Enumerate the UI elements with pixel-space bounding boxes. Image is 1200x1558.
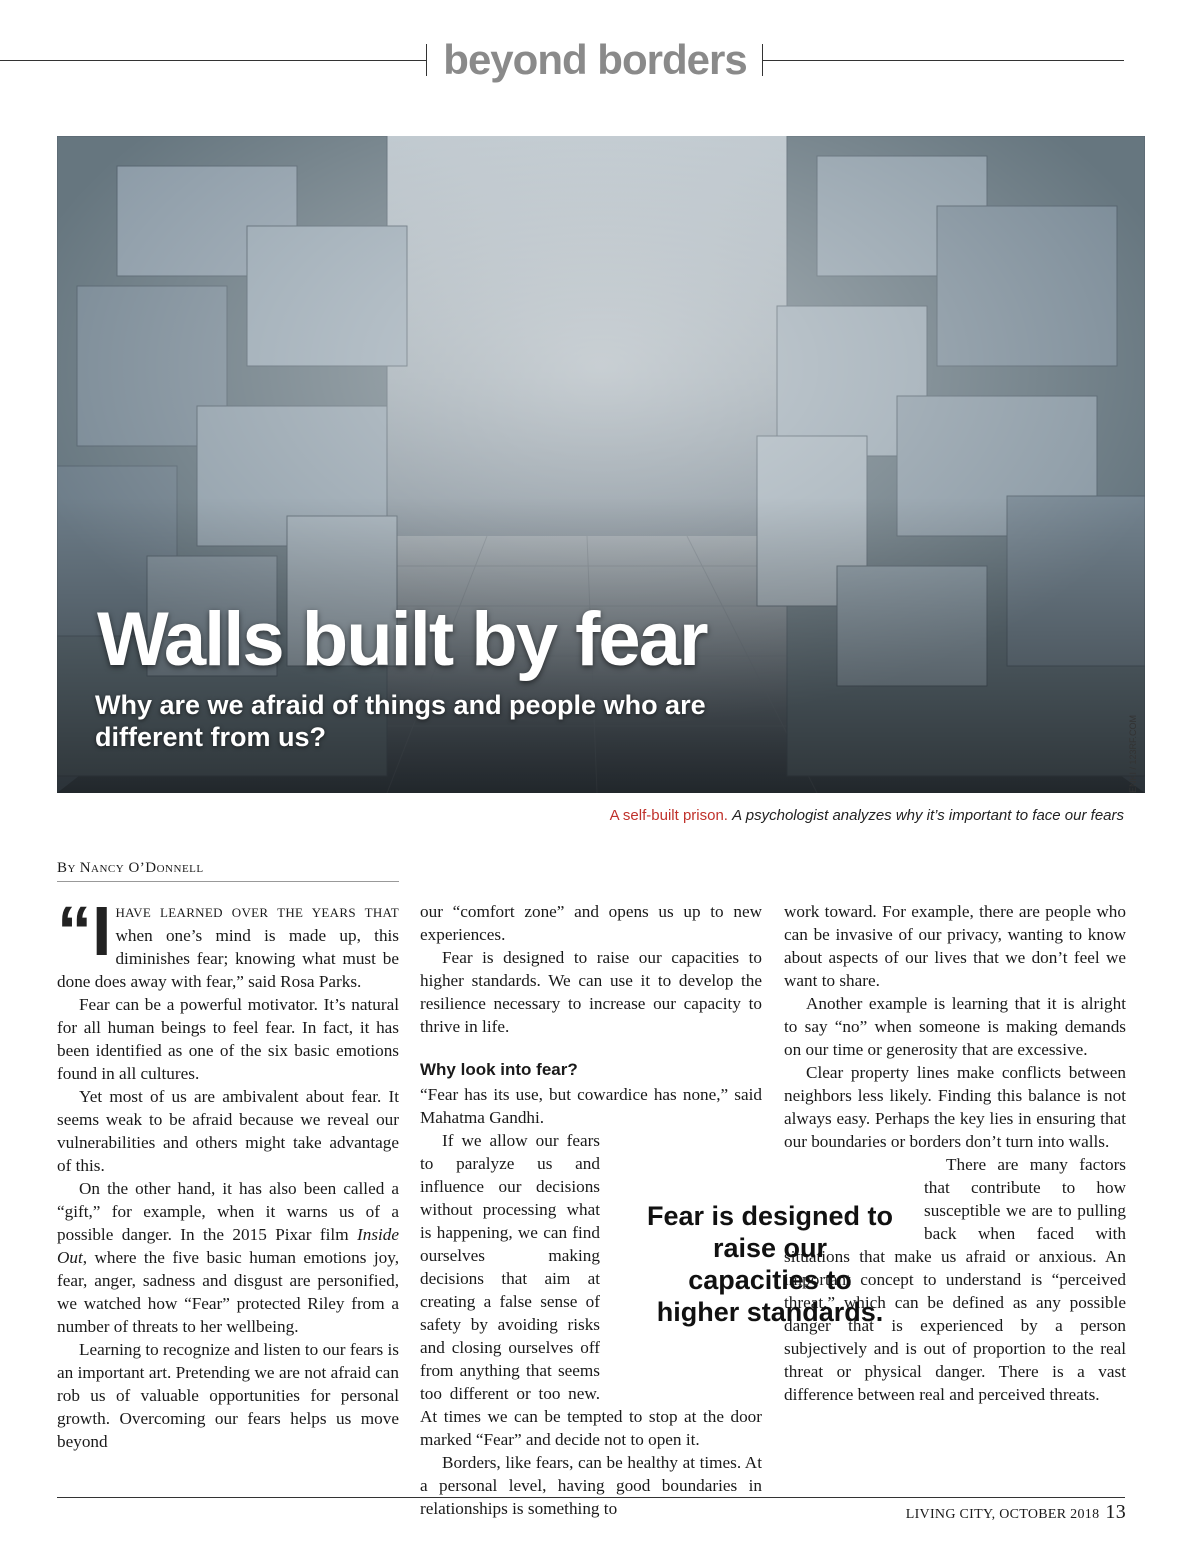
article-paragraph: Another example is learning that it is alright to say “no” when someone is making demands on our time or generosity that are excessive. — [784, 994, 1126, 1059]
film-title: Inside Out — [57, 1225, 400, 1267]
photo-credit: ENKI / 123RF.COM — [1128, 714, 1138, 793]
page-number: 13 — [1105, 1501, 1126, 1523]
caption-lead: A self-built prison. — [609, 807, 728, 824]
hero-image — [57, 136, 1145, 793]
header-tick-left — [426, 44, 427, 76]
article-paragraph: Fear can be a powerful motivator. It’s natural for all human beings to feel fear. In fact, it has been identified as one of the six basic emotions found in all cultures. — [57, 995, 399, 1083]
folio — [906, 1501, 1126, 1524]
article-paragraph — [784, 1061, 1126, 1153]
lead-in: HAVE LEARNED OVER THE YEARS THAT — [115, 905, 399, 920]
article-subheadline: Why are we afraid of things and people who are different from us? — [95, 690, 706, 752]
caption-text: A psychologist analyzes why it’s important to face our fears — [732, 807, 1124, 824]
paragraph-text: If we allow our fears to paralyze us and influence our decisions without processing what is happening, we can find ourselves making decisions that aim at creating a false sense of safety by avoiding risks and closing ourselves off from anything that seems too different or too new. At times we can be tempted to stop at the door marked “Fear” and decide not to open it. — [420, 1131, 762, 1449]
photo-caption — [610, 806, 1124, 826]
article-subheading: Why look into fear? — [420, 1060, 578, 1079]
paragraph-text: On the other hand, it has also been called a “gift,” for example, when it warns us of a possible danger. In the 2015 Pixar film — [57, 1179, 399, 1244]
article-paragraph — [57, 1177, 399, 1338]
article-paragraph: Borders, like fears, can be healthy at times. At a personal level, having good boundaries in relationships is something to — [420, 1453, 762, 1518]
article-paragraph: our “comfort zone” and opens us up to new experiences. — [420, 902, 762, 944]
article-paragraph: Fear is designed to raise our capacities to higher standards. We can use it to develop the resilience necessary to increase our capacity to thrive in life. — [420, 948, 762, 1036]
paragraph-text: when one’s mind is made up, this diminishes fear; knowing what must be done does away with fear,” said Rosa Parks. — [57, 926, 399, 991]
article-paragraph: Learning to recognize and listen to our fears is an important art. Pretending we are not afraid can rob us of valuable opportunities for personal growth. Overcoming our fears helps us move beyond — [57, 1340, 399, 1451]
publication-name: LIVING CITY, OCTOBER 2018 — [905, 1507, 1100, 1522]
article-paragraph: work toward. For example, there are people who can be invasive of our privacy, wanting to know about aspects of our lives that we don’t feel we want to share. — [784, 902, 1126, 990]
footer-rule — [57, 1497, 1125, 1498]
header-rule-right — [762, 60, 1124, 61]
article-paragraph: “Fear has its use, but cowardice has none,” said Mahatma Gandhi. — [420, 1085, 762, 1127]
byline-author: Nancy O’Donnell — [79, 860, 204, 876]
byline-prefix: By — [57, 860, 76, 876]
section-title: beyond borders — [443, 36, 747, 83]
pull-quote: Fear is designed to raise our capacities to higher standards. — [646, 1201, 894, 1327]
byline — [57, 860, 399, 882]
drop-cap: “I — [57, 892, 112, 970]
paragraph-text: , where the five basic human emotions joy, fear, anger, sadness and disgust are personified, we watched how “Fear” protected Riley from a number of threats to her wellbeing. — [57, 1248, 399, 1336]
article-column-1 — [57, 892, 400, 1453]
article-paragraph: Yet most of us are ambivalent about fear. It seems weak to be afraid because we reveal our vulnerabilities and others might take advantage of this. — [57, 1087, 399, 1175]
article-headline: Walls built by fear — [97, 597, 707, 682]
header-rule-left — [0, 60, 426, 61]
paragraph-text: Clear property lines make conflicts between neighbors less likely. Finding this balance is not always easy. Perhaps the key lies in ensuring that our boundaries or borders don’t turn into walls. — [784, 1063, 1126, 1151]
article-paragraph — [57, 892, 399, 993]
article-column-3 — [784, 900, 1126, 1406]
paragraph-text: There are many factors that contribute to how susceptible we are to pulling back when faced with situations that make us afraid or anxious. An important concept to understand is “perceived threat,” which can be defined as any possible danger that is experienced by a person subjectively and is out of proportion to the real threat or physical danger. There is a vast difference between real and perceived threats. — [784, 1155, 1126, 1404]
